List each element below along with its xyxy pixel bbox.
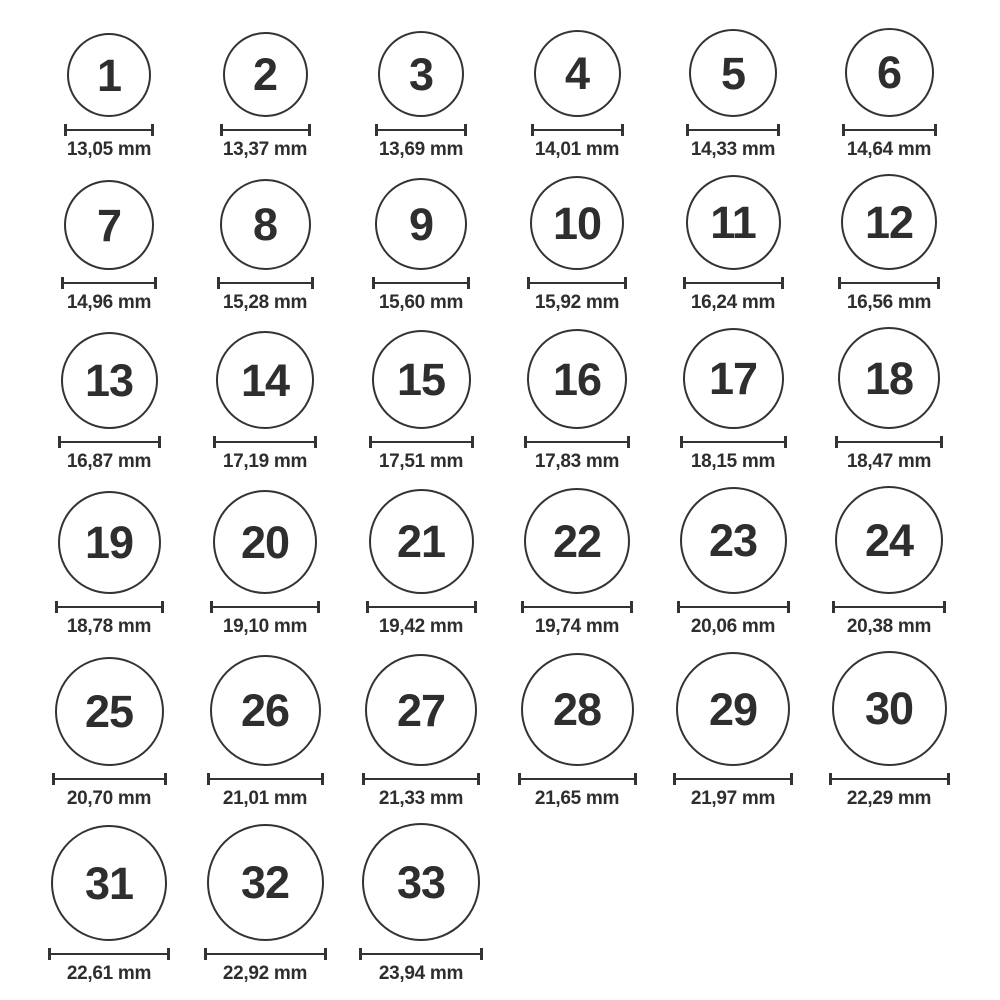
ring-size-item: [499, 329, 655, 474]
ring-size-number: 9: [408, 198, 434, 250]
ring-size-item: [655, 487, 811, 639]
diameter-label: 17,83 mm: [534, 451, 620, 472]
ring-size-number: 12: [864, 196, 914, 248]
diameter-label: 21,65 mm: [534, 788, 620, 809]
diameter-measure-line: [48, 948, 170, 960]
diameter-label: 18,78 mm: [66, 616, 152, 637]
diameter-measure-line: [210, 601, 320, 613]
diameter-measure-line: [375, 124, 467, 136]
ring-size-item: [187, 655, 343, 811]
diameter-label: 18,15 mm: [690, 451, 776, 472]
ring-size-circle: [210, 655, 321, 766]
ring-size-item: [343, 654, 499, 811]
ring-size-number: 23: [708, 515, 758, 566]
ring-size-item: [811, 28, 967, 162]
diameter-measure-line: [518, 773, 637, 785]
diameter-label: 14,96 mm: [66, 292, 152, 313]
ring-size-item: [655, 328, 811, 474]
ring-size-circle: [213, 490, 317, 594]
ring-size-item: [31, 33, 187, 162]
diameter-measure-line: [220, 124, 311, 136]
ring-size-item: [187, 824, 343, 986]
ring-size-number: 1: [96, 49, 122, 101]
diameter-measure-line: [842, 124, 937, 136]
diameter-label: 22,92 mm: [222, 963, 308, 984]
ring-size-number: 13: [84, 355, 134, 406]
ring-size-item: [655, 175, 811, 315]
ring-size-number: 16: [552, 353, 602, 405]
ring-size-number: 32: [240, 857, 290, 908]
diameter-measure-line: [677, 601, 790, 613]
ring-size-circle: [61, 332, 158, 429]
ring-size-item: [343, 489, 499, 639]
ring-size-circle: [51, 825, 167, 941]
ring-size-item: [187, 331, 343, 474]
ring-size-number: 14: [240, 354, 290, 406]
ring-size-number: 10: [552, 197, 602, 249]
ring-size-number: 8: [252, 199, 278, 250]
ring-size-circle: [362, 823, 480, 941]
diameter-measure-line: [213, 436, 317, 448]
diameter-label: 22,61 mm: [66, 963, 152, 984]
ring-size-item: [343, 31, 499, 162]
ring-size-number: 7: [96, 199, 122, 251]
diameter-label: 14,33 mm: [690, 139, 776, 160]
diameter-measure-line: [683, 277, 784, 289]
ring-size-number: 22: [552, 515, 602, 567]
ring-size-number: 30: [864, 683, 914, 734]
ring-size-item: [499, 176, 655, 315]
diameter-label: 21,97 mm: [690, 788, 776, 809]
diameter-label: 16,56 mm: [846, 292, 932, 313]
ring-size-circle: [524, 488, 630, 594]
diameter-measure-line: [61, 277, 157, 289]
ring-size-item: [31, 657, 187, 811]
diameter-label: 19,74 mm: [534, 616, 620, 637]
ring-size-item: [811, 651, 967, 811]
ring-size-number: 31: [84, 857, 134, 909]
ring-size-circle: [521, 653, 634, 766]
diameter-measure-line: [58, 436, 161, 448]
ring-size-number: 15: [396, 354, 446, 405]
ring-size-item: [655, 29, 811, 162]
ring-size-circle: [223, 32, 308, 117]
ring-size-number: 11: [710, 197, 756, 248]
diameter-measure-line: [527, 277, 627, 289]
ring-size-item: [343, 823, 499, 986]
ring-size-item: [31, 180, 187, 315]
diameter-label: 15,28 mm: [222, 292, 308, 313]
diameter-measure-line: [524, 436, 630, 448]
diameter-label: 21,01 mm: [222, 788, 308, 809]
ring-size-number: 26: [240, 685, 290, 736]
ring-size-number: 20: [240, 516, 290, 568]
diameter-measure-line: [52, 773, 167, 785]
ring-size-circle: [207, 824, 324, 941]
ring-size-number: 19: [84, 517, 134, 568]
ring-size-item: [31, 332, 187, 474]
ring-size-item: [187, 179, 343, 315]
diameter-label: 15,60 mm: [378, 292, 464, 313]
diameter-measure-line: [217, 277, 314, 289]
ring-size-item: [811, 174, 967, 315]
ring-size-circle: [220, 179, 311, 270]
diameter-measure-line: [55, 601, 164, 613]
ring-size-circle: [686, 175, 781, 270]
ring-size-circle: [365, 654, 477, 766]
ring-size-circle: [689, 29, 777, 117]
diameter-label: 22,29 mm: [846, 788, 932, 809]
ring-size-item: [31, 825, 187, 986]
diameter-label: 16,87 mm: [66, 451, 152, 472]
diameter-measure-line: [832, 601, 946, 613]
ring-size-item: [187, 32, 343, 162]
diameter-label: 19,42 mm: [378, 616, 464, 637]
ring-size-number: 24: [864, 514, 914, 566]
diameter-measure-line: [829, 773, 950, 785]
diameter-label: 13,05 mm: [66, 139, 152, 160]
ring-size-item: [499, 653, 655, 811]
diameter-measure-line: [680, 436, 787, 448]
diameter-measure-line: [531, 124, 624, 136]
ring-size-number: 33: [396, 856, 446, 908]
ring-size-item: [499, 30, 655, 162]
ring-size-circle: [527, 329, 627, 429]
ring-size-number: 28: [552, 684, 602, 735]
ring-size-circle: [676, 652, 790, 766]
ring-size-circle: [378, 31, 464, 117]
ring-size-number: 27: [396, 684, 446, 736]
ring-size-item: [31, 491, 187, 639]
ring-size-circle: [835, 486, 943, 594]
ring-size-number: 3: [408, 48, 434, 100]
ring-size-item: [343, 330, 499, 474]
ring-size-circle: [841, 174, 937, 270]
diameter-label: 13,69 mm: [378, 139, 464, 160]
ring-size-circle: [832, 651, 947, 766]
diameter-label: 13,37 mm: [222, 139, 308, 160]
ring-size-grid: [31, 0, 969, 986]
ring-size-circle: [534, 30, 621, 117]
ring-size-number: 4: [564, 48, 590, 99]
ring-size-circle: [216, 331, 314, 429]
diameter-label: 20,38 mm: [846, 616, 932, 637]
ring-size-circle: [375, 178, 467, 270]
diameter-measure-line: [838, 277, 940, 289]
diameter-measure-line: [366, 601, 477, 613]
ring-size-circle: [530, 176, 624, 270]
ring-size-circle: [845, 28, 934, 117]
diameter-measure-line: [359, 948, 483, 960]
diameter-label: 23,94 mm: [378, 963, 464, 984]
ring-size-circle: [680, 487, 787, 594]
diameter-label: 14,64 mm: [846, 139, 932, 160]
diameter-measure-line: [673, 773, 793, 785]
ring-size-circle: [372, 330, 471, 429]
ring-size-circle: [67, 33, 151, 117]
ring-size-circle: [369, 489, 474, 594]
ring-size-circle: [58, 491, 161, 594]
diameter-measure-line: [835, 436, 943, 448]
diameter-label: 17,51 mm: [378, 451, 464, 472]
diameter-label: 21,33 mm: [378, 788, 464, 809]
ring-size-item: [187, 490, 343, 639]
diameter-label: 19,10 mm: [222, 616, 308, 637]
ring-size-number: 21: [396, 516, 446, 567]
ring-size-circle: [838, 327, 940, 429]
ring-size-number: 17: [708, 353, 758, 404]
ring-size-item: [343, 178, 499, 315]
ring-size-item: [811, 327, 967, 474]
ring-size-number: 2: [252, 49, 278, 100]
diameter-label: 20,06 mm: [690, 616, 776, 637]
diameter-measure-line: [372, 277, 470, 289]
diameter-measure-line: [521, 601, 633, 613]
diameter-measure-line: [369, 436, 474, 448]
ring-size-item: [499, 488, 655, 639]
ring-size-number: 25: [84, 686, 134, 737]
diameter-measure-line: [362, 773, 480, 785]
diameter-label: 16,24 mm: [690, 292, 776, 313]
diameter-measure-line: [64, 124, 154, 136]
ring-size-number: 6: [876, 47, 902, 98]
diameter-label: 18,47 mm: [846, 451, 932, 472]
diameter-label: 14,01 mm: [534, 139, 620, 160]
ring-size-circle: [683, 328, 784, 429]
ring-size-circle: [55, 657, 164, 766]
diameter-label: 15,92 mm: [534, 292, 620, 313]
ring-size-item: [655, 652, 811, 811]
diameter-measure-line: [207, 773, 324, 785]
ring-size-number: 29: [708, 683, 758, 735]
diameter-measure-line: [686, 124, 780, 136]
diameter-label: 20,70 mm: [66, 788, 152, 809]
diameter-measure-line: [204, 948, 327, 960]
ring-size-circle: [64, 180, 154, 270]
ring-size-item: [811, 486, 967, 639]
ring-size-number: 18: [864, 352, 914, 404]
ring-size-number: 5: [720, 47, 746, 99]
diameter-label: 17,19 mm: [222, 451, 308, 472]
